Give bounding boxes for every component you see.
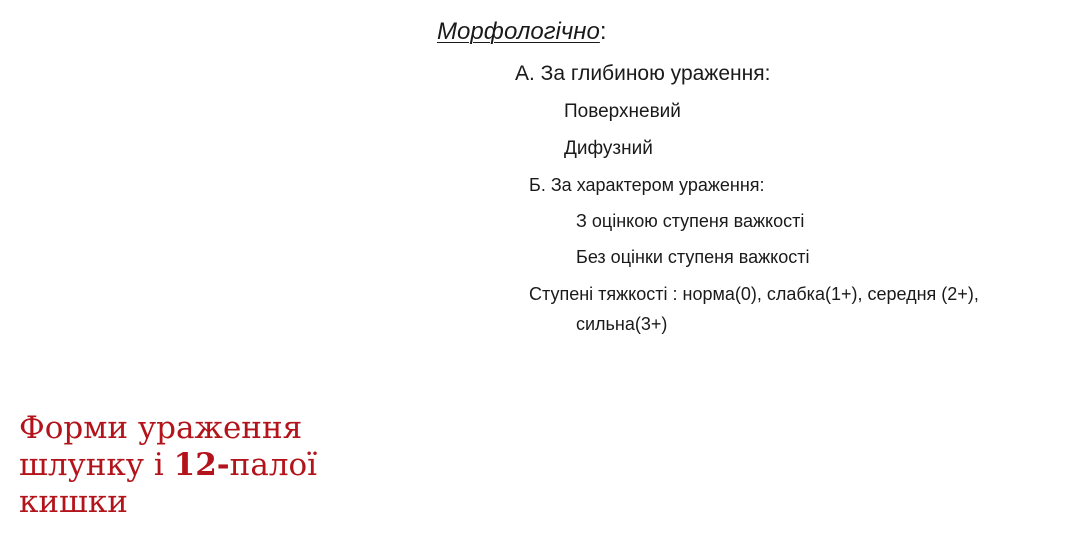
slide-title-line-1: Форми ураження — [19, 410, 303, 446]
slide-title-line-2-start: шлунку і — [19, 447, 174, 483]
slide-title-line-3: кишки — [19, 484, 128, 520]
severity-grades-line-2: сильна(3+) — [576, 314, 668, 334]
slide-title — [19, 410, 359, 521]
section-a-item-superficial: Поверхневий — [564, 101, 681, 122]
morphology-heading-colon: : — [599, 18, 607, 45]
section-b-label: Б. За характером ураження: — [529, 175, 765, 195]
severity-grades-line-1: Ступені тяжкості : норма(0), слабка(1+), середня (2+), — [529, 284, 979, 304]
section-b-item-without-severity: Без оцінки ступеня важкості — [576, 247, 810, 267]
section-a-label: А. За глибиною ураження: — [515, 62, 771, 85]
section-b-item-with-severity: З оцінкою ступеня важкості — [576, 211, 805, 231]
section-a-item-diffuse: Дифузний — [564, 138, 653, 159]
morphology-heading — [437, 18, 607, 46]
slide-title-line-2-end: палої — [229, 447, 318, 483]
morphology-heading-word: Морфологічно — [437, 18, 600, 45]
slide-title-line-2-number: 12- — [173, 447, 230, 483]
slide-title-line-2 — [19, 447, 359, 484]
